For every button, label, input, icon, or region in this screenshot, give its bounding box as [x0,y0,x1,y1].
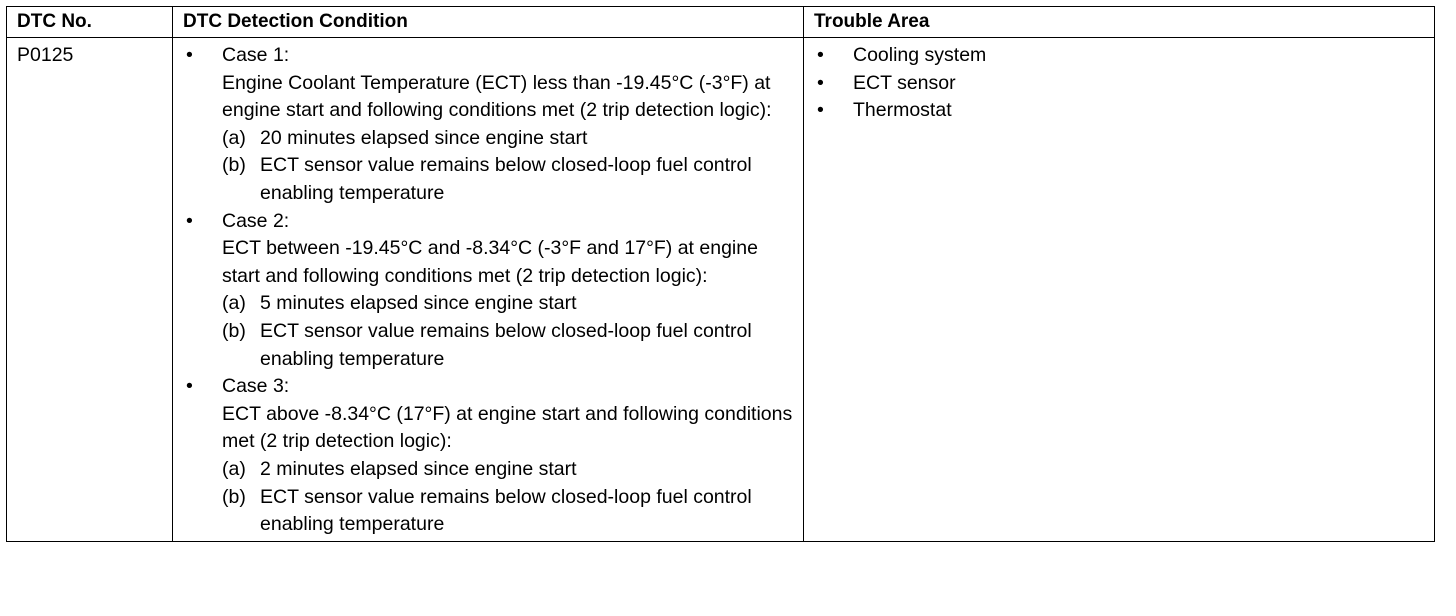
case-description: ECT between -19.45°C and -8.34°C (-3°F and 17°F) at engine start and following conditions met (2 trip detection logic): [222,237,758,287]
case-description: ECT above -8.34°C (17°F) at engine start and following conditions met (2 trip detection logic): [222,402,793,453]
condition-item [222,290,793,318]
condition-text: ECT sensor value remains below closed-loop fuel control enabling temperature [260,485,752,536]
dtc-table [6,6,1435,542]
header-row [7,7,1435,38]
table-row [7,38,1435,542]
condition-marker: (b) [222,319,246,342]
condition-text: 5 minutes elapsed since engine start [260,292,577,315]
condition-text: ECT sensor value remains below closed-loop fuel control enabling temperature [260,319,752,370]
case-title: • Case 1: [222,44,290,66]
dtc-code-cell [7,38,173,542]
trouble-area-item: • Cooling system [814,42,1424,70]
condition-marker: (b) [222,154,246,177]
condition-text: 20 minutes elapsed since engine start [260,126,588,149]
condition-item [222,125,793,153]
condition-marker: (a) [222,457,246,480]
condition-list [222,456,793,539]
condition-text: 2 minutes elapsed since engine start [260,457,577,480]
trouble-area-cell [804,38,1435,542]
case-title: • Case 2: [222,209,290,232]
condition-item [222,318,793,373]
condition-marker: (b) [222,485,246,508]
case-list [183,42,793,539]
header-trouble-area: Trouble Area [804,7,1435,38]
case-description: Engine Coolant Temperature (ECT) less than -19.45°C (-3°F) at engine start and following conditions met (2 trip detection logic): [222,71,772,122]
trouble-area-item: • ECT sensor [814,70,1424,98]
case-item [183,42,793,208]
condition-item [222,152,793,207]
condition-item [222,456,793,484]
condition-item [222,484,793,539]
condition-list [222,125,793,208]
condition-marker: (a) [222,292,246,315]
header-detection-condition: DTC Detection Condition [173,7,804,38]
case-item [183,373,793,539]
case-item [183,208,793,374]
trouble-area-list [814,42,1424,125]
dtc-code: P0125 [17,44,74,66]
condition-marker: (a) [222,126,246,149]
trouble-area-item: • Thermostat [814,97,1424,125]
condition-list [222,290,793,373]
detection-condition-cell [173,38,804,542]
condition-text: ECT sensor value remains below closed-loop fuel control enabling temperature [260,154,752,204]
case-title: • Case 3: [222,375,290,398]
header-dtc-no: DTC No. [7,7,173,38]
